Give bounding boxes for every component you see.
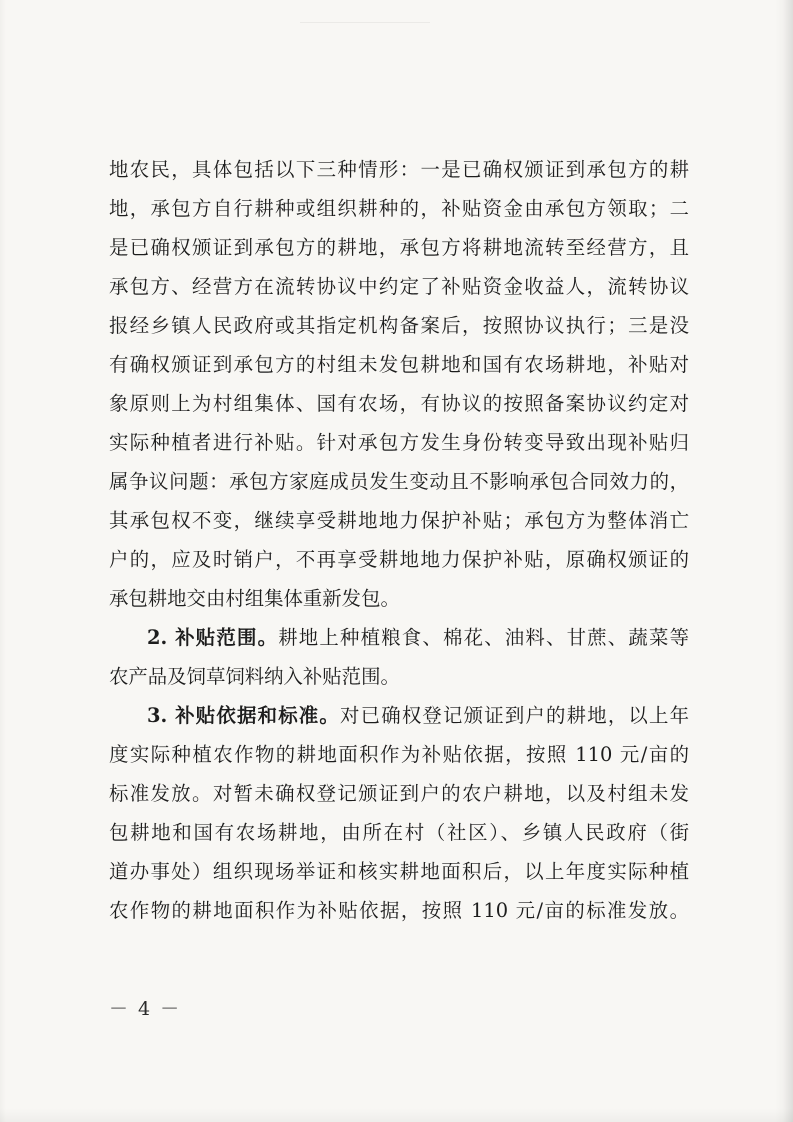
section-3-line [109,696,689,735]
body-line: 道办事处）组织现场举证和核实耕地面积后，以上年度实际种植 [109,860,689,883]
body-line: 有确权颁证到承包方的村组未发包耕地和国有农场耕地，补贴对 [109,353,689,376]
section-3-heading: 3. 补贴依据和标准。 [147,704,341,727]
body-line: 承包耕地交由村组集体重新发包。 [109,587,400,610]
body-line: 户的，应及时销户，不再享受耕地地力保护补贴，原确权颁证的 [109,548,689,571]
body-line: 标准发放。对暂未确权登记颁证到户的农户耕地，以及村组未发 [109,782,689,805]
scan-artifact [300,0,430,23]
section-2-text: 耕地上种植粮食、棉花、油料、甘蔗、蔬菜等 [278,626,689,649]
section-3-text: 对已确权登记颁证到户的耕地，以上年 [340,704,689,727]
page-number: － 4 － [109,998,182,1020]
body-line: 属争议问题：承包方家庭成员发生变动且不影响承包合同效力的， [109,470,689,493]
body-line: 农产品及饲草饲料纳入补贴范围。 [109,665,400,688]
body-line: 承包方、经营方在流转协议中约定了补贴资金收益人，流转协议 [109,275,689,298]
body-line: 农作物的耕地面积作为补贴依据，按照 110 元/亩的标准发放。 [109,899,689,922]
body-line: 是已确权颁证到承包方的耕地，承包方将耕地流转至经营方，且 [109,236,689,259]
section-2-line [109,618,689,657]
section-2-heading: 2. 补贴范围。 [147,626,279,649]
body-line: 包耕地和国有农场耕地，由所在村（社区）、乡镇人民政府（街 [109,821,689,844]
scan-edge-shadow [0,1108,793,1122]
body-line: 度实际种植农作物的耕地面积作为补贴依据，按照 110 元/亩的 [109,743,689,766]
scan-edge-shadow [775,0,793,1122]
body-line: 象原则上为村组集体、国有农场，有协议的按照备案协议约定对 [109,392,689,415]
document-body [109,150,689,930]
body-line: 其承包权不变，继续享受耕地地力保护补贴；承包方为整体消亡 [109,509,689,532]
body-line: 地农民，具体包括以下三种情形：一是已确权颁证到承包方的耕 [109,158,689,181]
body-line: 报经乡镇人民政府或其指定机构备案后，按照协议执行；三是没 [109,314,689,337]
body-line: 地，承包方自行耕种或组织耕种的，补贴资金由承包方领取；二 [109,197,689,220]
body-line: 实际种植者进行补贴。针对承包方发生身份转变导致出现补贴归 [109,431,689,454]
